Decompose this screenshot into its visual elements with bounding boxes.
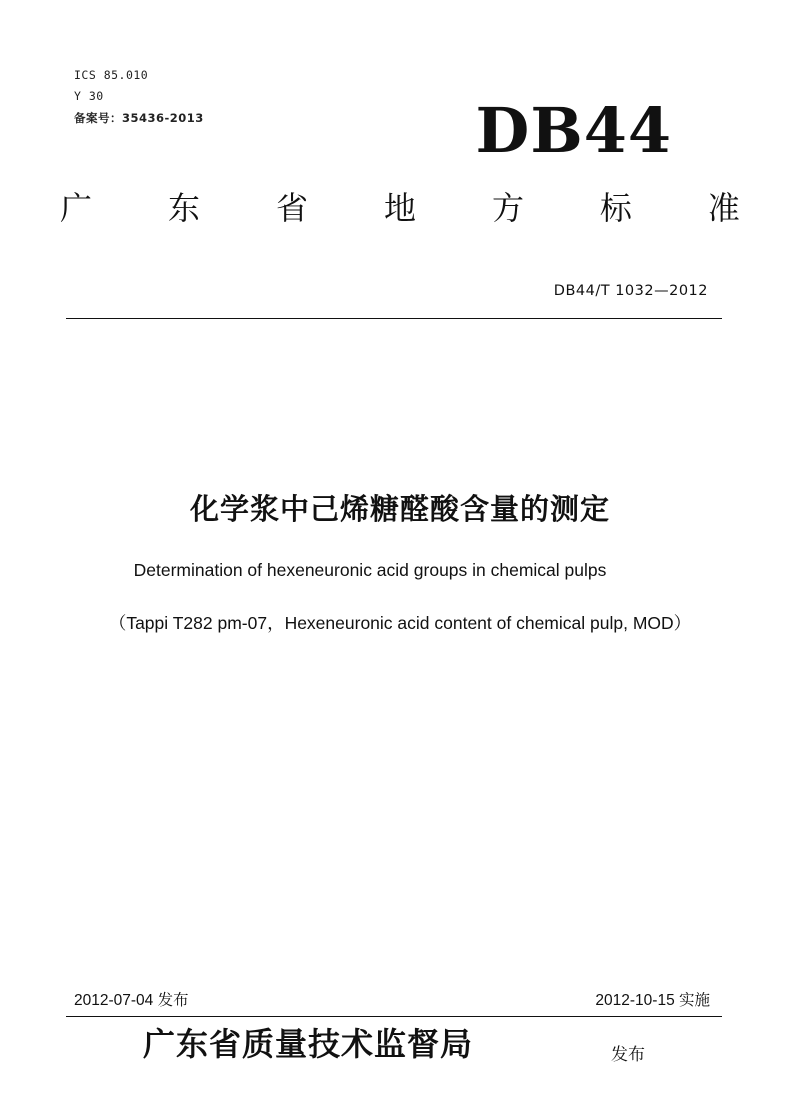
standard-type-heading — [60, 189, 740, 227]
standard-type-char: 省 — [275, 189, 308, 227]
issue-date: 2012-07-04 发布 — [74, 992, 189, 1009]
standard-type-char: 标 — [599, 189, 632, 227]
document-title-cn: 化学浆中己烯糖醛酸含量的测定 — [189, 492, 610, 526]
header-divider — [66, 318, 722, 319]
standard-type-char: 广 — [60, 189, 93, 227]
standard-type-char: 地 — [383, 189, 416, 227]
standard-logo-code: DB44 — [475, 94, 672, 167]
standard-type-char: 准 — [707, 189, 740, 227]
standard-type-char: 方 — [491, 189, 524, 227]
record-number: 备案号：35436-2013 — [74, 111, 204, 125]
implementation-date: 2012-10-15 实施 — [595, 992, 710, 1009]
document-title-en: Determination of hexeneuronic acid groups in chemical pulps — [133, 560, 607, 580]
footer-divider — [66, 1016, 722, 1017]
standard-number: DB44/T 1032—2012 — [553, 283, 708, 299]
standard-type-char: 东 — [167, 189, 200, 227]
ccs-code: Y 30 — [74, 89, 104, 103]
publish-label: 发布 — [611, 1045, 645, 1065]
ics-code: ICS 85.010 — [74, 68, 149, 82]
publisher-name: 广东省质量技术监督局 — [143, 1025, 474, 1063]
document-reference: （Tappi T282 pm-07，Hexeneuronic acid content of chemical pulp, MOD） — [108, 613, 692, 633]
